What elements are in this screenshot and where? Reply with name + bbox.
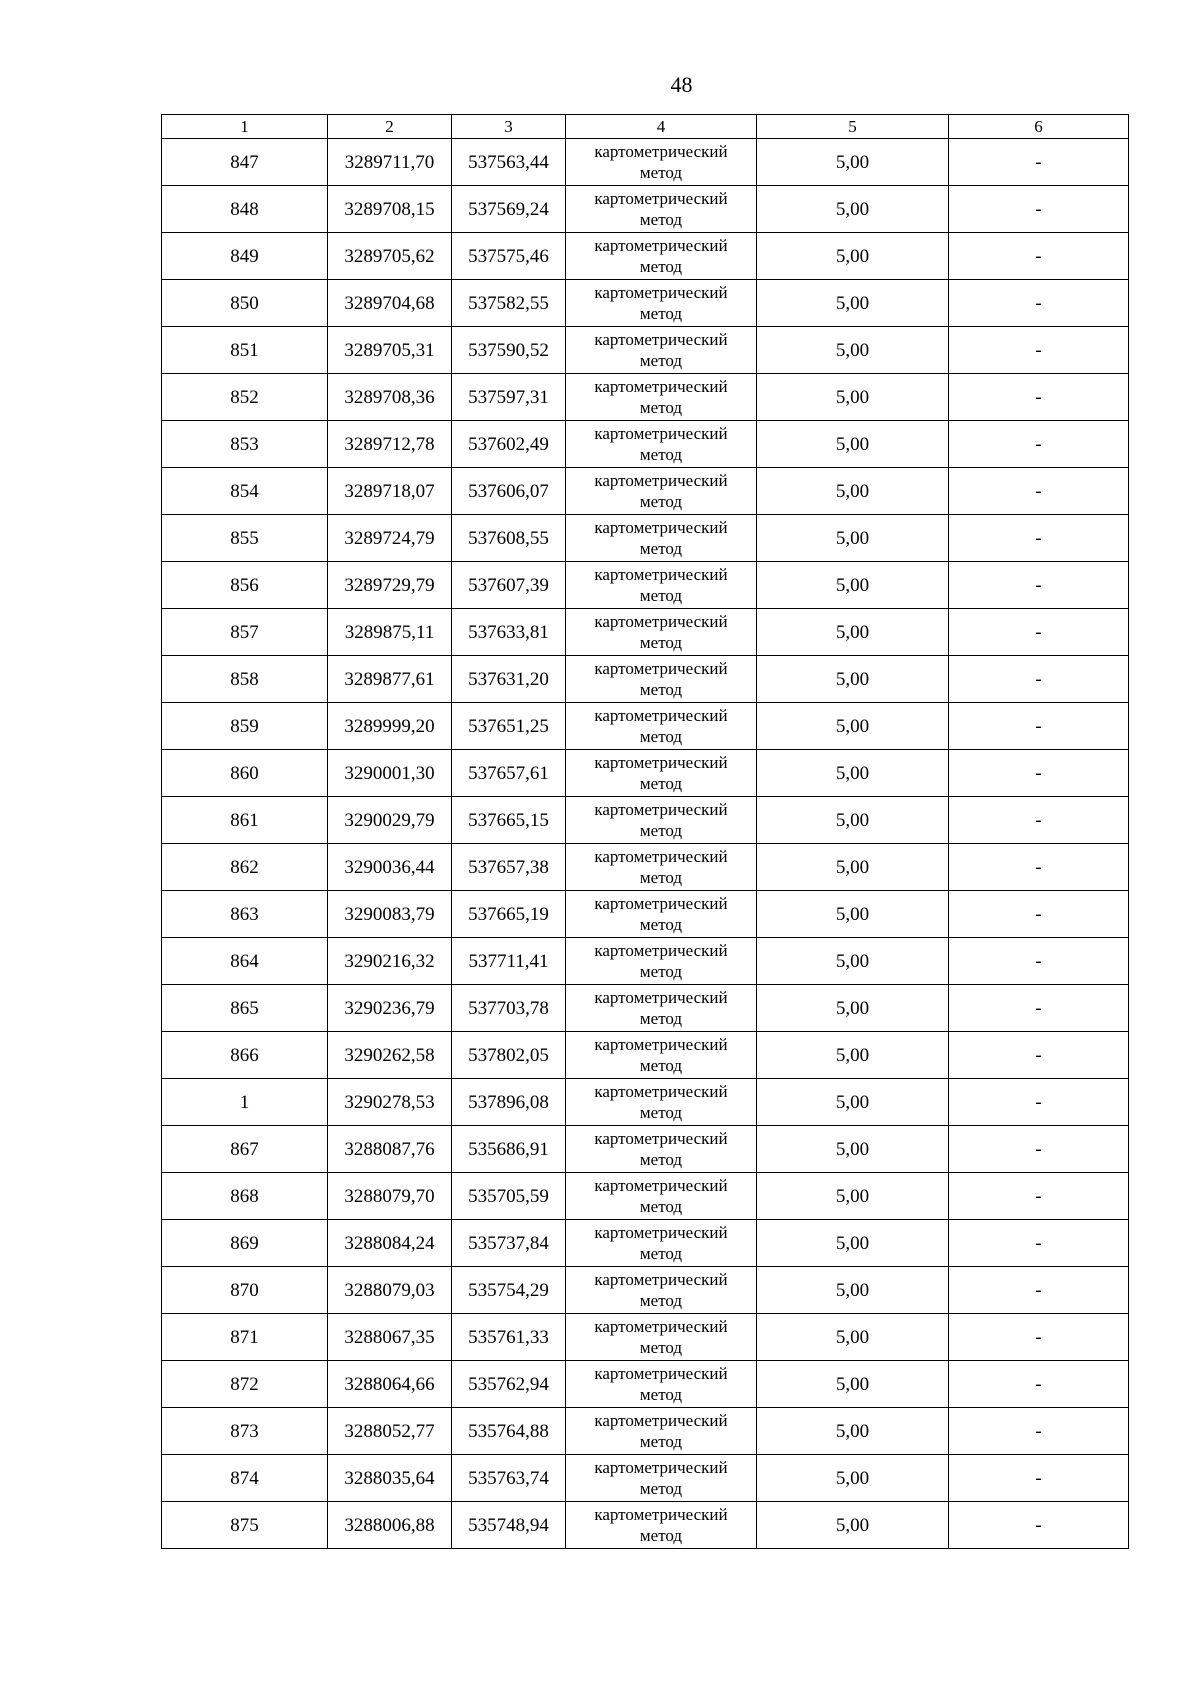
- method-cell: [566, 609, 757, 656]
- x-coordinate-cell: 3288035,64: [328, 1455, 452, 1502]
- accuracy-cell: 5,00: [757, 750, 949, 797]
- method-line-2: метод: [639, 445, 683, 464]
- accuracy-cell: 5,00: [757, 421, 949, 468]
- method-line-1: картометрический: [594, 1364, 728, 1383]
- method-line-2: метод: [639, 680, 683, 699]
- method-line-1: картометрический: [594, 988, 728, 1007]
- method-line-2: метод: [639, 1526, 683, 1545]
- point-number-cell: 852: [162, 374, 328, 421]
- table-row: [162, 374, 1129, 421]
- x-coordinate-cell: 3289708,15: [328, 186, 452, 233]
- y-coordinate-cell: 537665,19: [452, 891, 566, 938]
- note-cell: -: [949, 280, 1129, 327]
- accuracy-cell: 5,00: [757, 468, 949, 515]
- point-number-cell: 857: [162, 609, 328, 656]
- x-coordinate-cell: 3290262,58: [328, 1032, 452, 1079]
- method-line-1: картометрический: [594, 377, 728, 396]
- method-line-1: картометрический: [594, 941, 728, 960]
- method-cell: [566, 938, 757, 985]
- x-coordinate-cell: 3290001,30: [328, 750, 452, 797]
- method-line-1: картометрический: [594, 1082, 728, 1101]
- note-cell: -: [949, 1220, 1129, 1267]
- method-cell: [566, 515, 757, 562]
- method-cell: [566, 139, 757, 186]
- y-coordinate-cell: 537575,46: [452, 233, 566, 280]
- table-row: [162, 233, 1129, 280]
- accuracy-cell: 5,00: [757, 938, 949, 985]
- table-row: [162, 1173, 1129, 1220]
- method-line-1: картометрический: [594, 565, 728, 584]
- method-cell: [566, 233, 757, 280]
- table-header: [162, 115, 1129, 139]
- method-line-2: метод: [639, 821, 683, 840]
- method-cell: [566, 797, 757, 844]
- note-cell: -: [949, 562, 1129, 609]
- x-coordinate-cell: 3290036,44: [328, 844, 452, 891]
- method-line-1: картометрический: [594, 471, 728, 490]
- method-line-2: метод: [639, 915, 683, 934]
- x-coordinate-cell: 3290083,79: [328, 891, 452, 938]
- method-cell: [566, 1361, 757, 1408]
- x-coordinate-cell: 3289708,36: [328, 374, 452, 421]
- table-row: [162, 797, 1129, 844]
- accuracy-cell: 5,00: [757, 1361, 949, 1408]
- method-line-1: картометрический: [594, 1458, 728, 1477]
- x-coordinate-cell: 3289999,20: [328, 703, 452, 750]
- header-col-1: 1: [162, 115, 328, 139]
- accuracy-cell: 5,00: [757, 1173, 949, 1220]
- table-row: [162, 703, 1129, 750]
- method-line-2: метод: [639, 304, 683, 323]
- point-number-cell: 871: [162, 1314, 328, 1361]
- method-line-1: картометрический: [594, 1270, 728, 1289]
- point-number-cell: 1: [162, 1079, 328, 1126]
- method-cell: [566, 656, 757, 703]
- table-row: [162, 139, 1129, 186]
- method-cell: [566, 1173, 757, 1220]
- point-number-cell: 868: [162, 1173, 328, 1220]
- table-row: [162, 1267, 1129, 1314]
- header-row: [162, 115, 1129, 139]
- x-coordinate-cell: 3289877,61: [328, 656, 452, 703]
- point-number-cell: 862: [162, 844, 328, 891]
- method-line-2: метод: [639, 398, 683, 417]
- x-coordinate-cell: 3288064,66: [328, 1361, 452, 1408]
- method-line-1: картометрический: [594, 706, 728, 725]
- note-cell: -: [949, 139, 1129, 186]
- y-coordinate-cell: 537606,07: [452, 468, 566, 515]
- accuracy-cell: 5,00: [757, 1314, 949, 1361]
- table-row: [162, 421, 1129, 468]
- method-cell: [566, 891, 757, 938]
- method-cell: [566, 374, 757, 421]
- table-row: [162, 938, 1129, 985]
- method-line-1: картометрический: [594, 236, 728, 255]
- accuracy-cell: 5,00: [757, 797, 949, 844]
- point-number-cell: 864: [162, 938, 328, 985]
- x-coordinate-cell: 3289729,79: [328, 562, 452, 609]
- accuracy-cell: 5,00: [757, 1267, 949, 1314]
- header-col-6: 6: [949, 115, 1129, 139]
- method-cell: [566, 421, 757, 468]
- header-col-2: 2: [328, 115, 452, 139]
- point-number-cell: 865: [162, 985, 328, 1032]
- method-cell: [566, 985, 757, 1032]
- method-cell: [566, 750, 757, 797]
- y-coordinate-cell: 537657,38: [452, 844, 566, 891]
- y-coordinate-cell: 537582,55: [452, 280, 566, 327]
- note-cell: -: [949, 1267, 1129, 1314]
- method-line-1: картометрический: [594, 330, 728, 349]
- method-line-1: картометрический: [594, 518, 728, 537]
- point-number-cell: 870: [162, 1267, 328, 1314]
- x-coordinate-cell: 3289712,78: [328, 421, 452, 468]
- table-row: [162, 1126, 1129, 1173]
- y-coordinate-cell: 537569,24: [452, 186, 566, 233]
- point-number-cell: 853: [162, 421, 328, 468]
- table-row: [162, 186, 1129, 233]
- method-cell: [566, 1220, 757, 1267]
- method-line-2: метод: [639, 1338, 683, 1357]
- table-row: [162, 1032, 1129, 1079]
- method-line-2: метод: [639, 1103, 683, 1122]
- method-line-2: метод: [639, 633, 683, 652]
- point-number-cell: 848: [162, 186, 328, 233]
- method-line-2: метод: [639, 868, 683, 887]
- note-cell: -: [949, 1502, 1129, 1549]
- note-cell: -: [949, 233, 1129, 280]
- table-row: [162, 280, 1129, 327]
- method-cell: [566, 186, 757, 233]
- method-line-1: картометрический: [594, 142, 728, 161]
- accuracy-cell: 5,00: [757, 374, 949, 421]
- point-number-cell: 855: [162, 515, 328, 562]
- y-coordinate-cell: 537631,20: [452, 656, 566, 703]
- method-line-2: метод: [639, 163, 683, 182]
- method-line-2: метод: [639, 586, 683, 605]
- note-cell: -: [949, 515, 1129, 562]
- y-coordinate-cell: 535761,33: [452, 1314, 566, 1361]
- accuracy-cell: 5,00: [757, 1220, 949, 1267]
- x-coordinate-cell: 3288052,77: [328, 1408, 452, 1455]
- accuracy-cell: 5,00: [757, 233, 949, 280]
- x-coordinate-cell: 3288084,24: [328, 1220, 452, 1267]
- note-cell: -: [949, 656, 1129, 703]
- note-cell: -: [949, 374, 1129, 421]
- y-coordinate-cell: 537896,08: [452, 1079, 566, 1126]
- method-line-1: картометрический: [594, 1223, 728, 1242]
- method-line-1: картометрический: [594, 1505, 728, 1524]
- accuracy-cell: 5,00: [757, 139, 949, 186]
- method-line-2: метод: [639, 774, 683, 793]
- accuracy-cell: 5,00: [757, 515, 949, 562]
- note-cell: -: [949, 891, 1129, 938]
- accuracy-cell: 5,00: [757, 1455, 949, 1502]
- method-line-2: метод: [639, 1244, 683, 1263]
- note-cell: -: [949, 1408, 1129, 1455]
- y-coordinate-cell: 537711,41: [452, 938, 566, 985]
- point-number-cell: 866: [162, 1032, 328, 1079]
- x-coordinate-cell: 3290216,32: [328, 938, 452, 985]
- method-cell: [566, 1455, 757, 1502]
- method-line-2: метод: [639, 1479, 683, 1498]
- method-line-2: метод: [639, 1197, 683, 1216]
- table-row: [162, 327, 1129, 374]
- note-cell: -: [949, 703, 1129, 750]
- point-number-cell: 872: [162, 1361, 328, 1408]
- method-line-2: метод: [639, 210, 683, 229]
- note-cell: -: [949, 797, 1129, 844]
- y-coordinate-cell: 537602,49: [452, 421, 566, 468]
- method-line-1: картометрический: [594, 612, 728, 631]
- accuracy-cell: 5,00: [757, 609, 949, 656]
- method-line-2: метод: [639, 727, 683, 746]
- method-cell: [566, 1502, 757, 1549]
- note-cell: -: [949, 609, 1129, 656]
- y-coordinate-cell: 535764,88: [452, 1408, 566, 1455]
- method-line-2: метод: [639, 1432, 683, 1451]
- table-row: [162, 985, 1129, 1032]
- method-cell: [566, 1079, 757, 1126]
- method-line-2: метод: [639, 1385, 683, 1404]
- accuracy-cell: 5,00: [757, 562, 949, 609]
- x-coordinate-cell: 3289718,07: [328, 468, 452, 515]
- y-coordinate-cell: 535763,74: [452, 1455, 566, 1502]
- accuracy-cell: 5,00: [757, 280, 949, 327]
- header-col-3: 3: [452, 115, 566, 139]
- note-cell: -: [949, 327, 1129, 374]
- method-line-1: картометрический: [594, 1176, 728, 1195]
- header-col-4: 4: [566, 115, 757, 139]
- y-coordinate-cell: 535705,59: [452, 1173, 566, 1220]
- y-coordinate-cell: 535762,94: [452, 1361, 566, 1408]
- method-cell: [566, 1126, 757, 1173]
- accuracy-cell: 5,00: [757, 1126, 949, 1173]
- x-coordinate-cell: 3288079,03: [328, 1267, 452, 1314]
- y-coordinate-cell: 537651,25: [452, 703, 566, 750]
- accuracy-cell: 5,00: [757, 844, 949, 891]
- table-row: [162, 1408, 1129, 1455]
- x-coordinate-cell: 3289711,70: [328, 139, 452, 186]
- accuracy-cell: 5,00: [757, 1032, 949, 1079]
- point-number-cell: 863: [162, 891, 328, 938]
- y-coordinate-cell: 537633,81: [452, 609, 566, 656]
- method-cell: [566, 1267, 757, 1314]
- y-coordinate-cell: 537608,55: [452, 515, 566, 562]
- point-number-cell: 875: [162, 1502, 328, 1549]
- table-row: [162, 1455, 1129, 1502]
- table-row: [162, 515, 1129, 562]
- method-line-1: картометрический: [594, 753, 728, 772]
- point-number-cell: 850: [162, 280, 328, 327]
- method-line-1: картометрический: [594, 847, 728, 866]
- point-number-cell: 869: [162, 1220, 328, 1267]
- method-cell: [566, 1032, 757, 1079]
- header-col-5: 5: [757, 115, 949, 139]
- y-coordinate-cell: 535748,94: [452, 1502, 566, 1549]
- y-coordinate-cell: 537703,78: [452, 985, 566, 1032]
- note-cell: -: [949, 1032, 1129, 1079]
- method-line-2: метод: [639, 1056, 683, 1075]
- point-number-cell: 847: [162, 139, 328, 186]
- method-line-1: картометрический: [594, 1035, 728, 1054]
- x-coordinate-cell: 3290236,79: [328, 985, 452, 1032]
- y-coordinate-cell: 537563,44: [452, 139, 566, 186]
- table-body: [162, 139, 1129, 1549]
- note-cell: -: [949, 1455, 1129, 1502]
- method-cell: [566, 1314, 757, 1361]
- accuracy-cell: 5,00: [757, 1079, 949, 1126]
- y-coordinate-cell: 535737,84: [452, 1220, 566, 1267]
- method-line-2: метод: [639, 1150, 683, 1169]
- y-coordinate-cell: 537665,15: [452, 797, 566, 844]
- method-line-1: картометрический: [594, 800, 728, 819]
- x-coordinate-cell: 3288006,88: [328, 1502, 452, 1549]
- point-number-cell: 874: [162, 1455, 328, 1502]
- table-row: [162, 562, 1129, 609]
- page-number: 48: [670, 72, 693, 97]
- point-number-cell: 861: [162, 797, 328, 844]
- table-row: [162, 1220, 1129, 1267]
- table-row: [162, 609, 1129, 656]
- accuracy-cell: 5,00: [757, 327, 949, 374]
- method-line-2: метод: [639, 257, 683, 276]
- point-number-cell: 854: [162, 468, 328, 515]
- method-line-2: метод: [639, 539, 683, 558]
- y-coordinate-cell: 537657,61: [452, 750, 566, 797]
- point-number-cell: 859: [162, 703, 328, 750]
- table-row: [162, 1502, 1129, 1549]
- method-line-2: метод: [639, 1009, 683, 1028]
- method-line-2: метод: [639, 351, 683, 370]
- y-coordinate-cell: 537597,31: [452, 374, 566, 421]
- method-cell: [566, 1408, 757, 1455]
- table-row: [162, 1361, 1129, 1408]
- y-coordinate-cell: 535686,91: [452, 1126, 566, 1173]
- y-coordinate-cell: 535754,29: [452, 1267, 566, 1314]
- x-coordinate-cell: 3289724,79: [328, 515, 452, 562]
- accuracy-cell: 5,00: [757, 891, 949, 938]
- note-cell: -: [949, 468, 1129, 515]
- method-line-1: картометрический: [594, 894, 728, 913]
- method-line-1: картометрический: [594, 283, 728, 302]
- table-row: [162, 844, 1129, 891]
- accuracy-cell: 5,00: [757, 1502, 949, 1549]
- x-coordinate-cell: 3289704,68: [328, 280, 452, 327]
- method-cell: [566, 327, 757, 374]
- note-cell: -: [949, 421, 1129, 468]
- note-cell: -: [949, 844, 1129, 891]
- point-number-cell: 851: [162, 327, 328, 374]
- y-coordinate-cell: 537802,05: [452, 1032, 566, 1079]
- method-line-2: метод: [639, 492, 683, 511]
- note-cell: -: [949, 1314, 1129, 1361]
- method-cell: [566, 468, 757, 515]
- method-line-2: метод: [639, 962, 683, 981]
- note-cell: -: [949, 938, 1129, 985]
- point-number-cell: 849: [162, 233, 328, 280]
- method-cell: [566, 280, 757, 327]
- method-cell: [566, 562, 757, 609]
- point-number-cell: 867: [162, 1126, 328, 1173]
- note-cell: -: [949, 985, 1129, 1032]
- table-row: [162, 750, 1129, 797]
- method-line-1: картометрический: [594, 1411, 728, 1430]
- method-line-2: метод: [639, 1291, 683, 1310]
- method-line-1: картометрический: [594, 189, 728, 208]
- table-row: [162, 891, 1129, 938]
- x-coordinate-cell: 3288087,76: [328, 1126, 452, 1173]
- note-cell: -: [949, 1079, 1129, 1126]
- y-coordinate-cell: 537607,39: [452, 562, 566, 609]
- point-number-cell: 856: [162, 562, 328, 609]
- note-cell: -: [949, 1173, 1129, 1220]
- note-cell: -: [949, 1126, 1129, 1173]
- accuracy-cell: 5,00: [757, 1408, 949, 1455]
- accuracy-cell: 5,00: [757, 186, 949, 233]
- method-cell: [566, 844, 757, 891]
- accuracy-cell: 5,00: [757, 656, 949, 703]
- note-cell: -: [949, 1361, 1129, 1408]
- method-line-1: картометрический: [594, 1129, 728, 1148]
- x-coordinate-cell: 3288067,35: [328, 1314, 452, 1361]
- method-line-1: картометрический: [594, 424, 728, 443]
- table-row: [162, 1079, 1129, 1126]
- x-coordinate-cell: 3289705,31: [328, 327, 452, 374]
- y-coordinate-cell: 537590,52: [452, 327, 566, 374]
- x-coordinate-cell: 3288079,70: [328, 1173, 452, 1220]
- table-row: [162, 656, 1129, 703]
- point-number-cell: 873: [162, 1408, 328, 1455]
- coordinates-table: [161, 114, 1129, 1549]
- x-coordinate-cell: 3289875,11: [328, 609, 452, 656]
- table-row: [162, 1314, 1129, 1361]
- x-coordinate-cell: 3290029,79: [328, 797, 452, 844]
- point-number-cell: 858: [162, 656, 328, 703]
- x-coordinate-cell: 3289705,62: [328, 233, 452, 280]
- accuracy-cell: 5,00: [757, 703, 949, 750]
- note-cell: -: [949, 750, 1129, 797]
- x-coordinate-cell: 3290278,53: [328, 1079, 452, 1126]
- point-number-cell: 860: [162, 750, 328, 797]
- accuracy-cell: 5,00: [757, 985, 949, 1032]
- note-cell: -: [949, 186, 1129, 233]
- method-cell: [566, 703, 757, 750]
- method-line-1: картометрический: [594, 659, 728, 678]
- method-line-1: картометрический: [594, 1317, 728, 1336]
- table-row: [162, 468, 1129, 515]
